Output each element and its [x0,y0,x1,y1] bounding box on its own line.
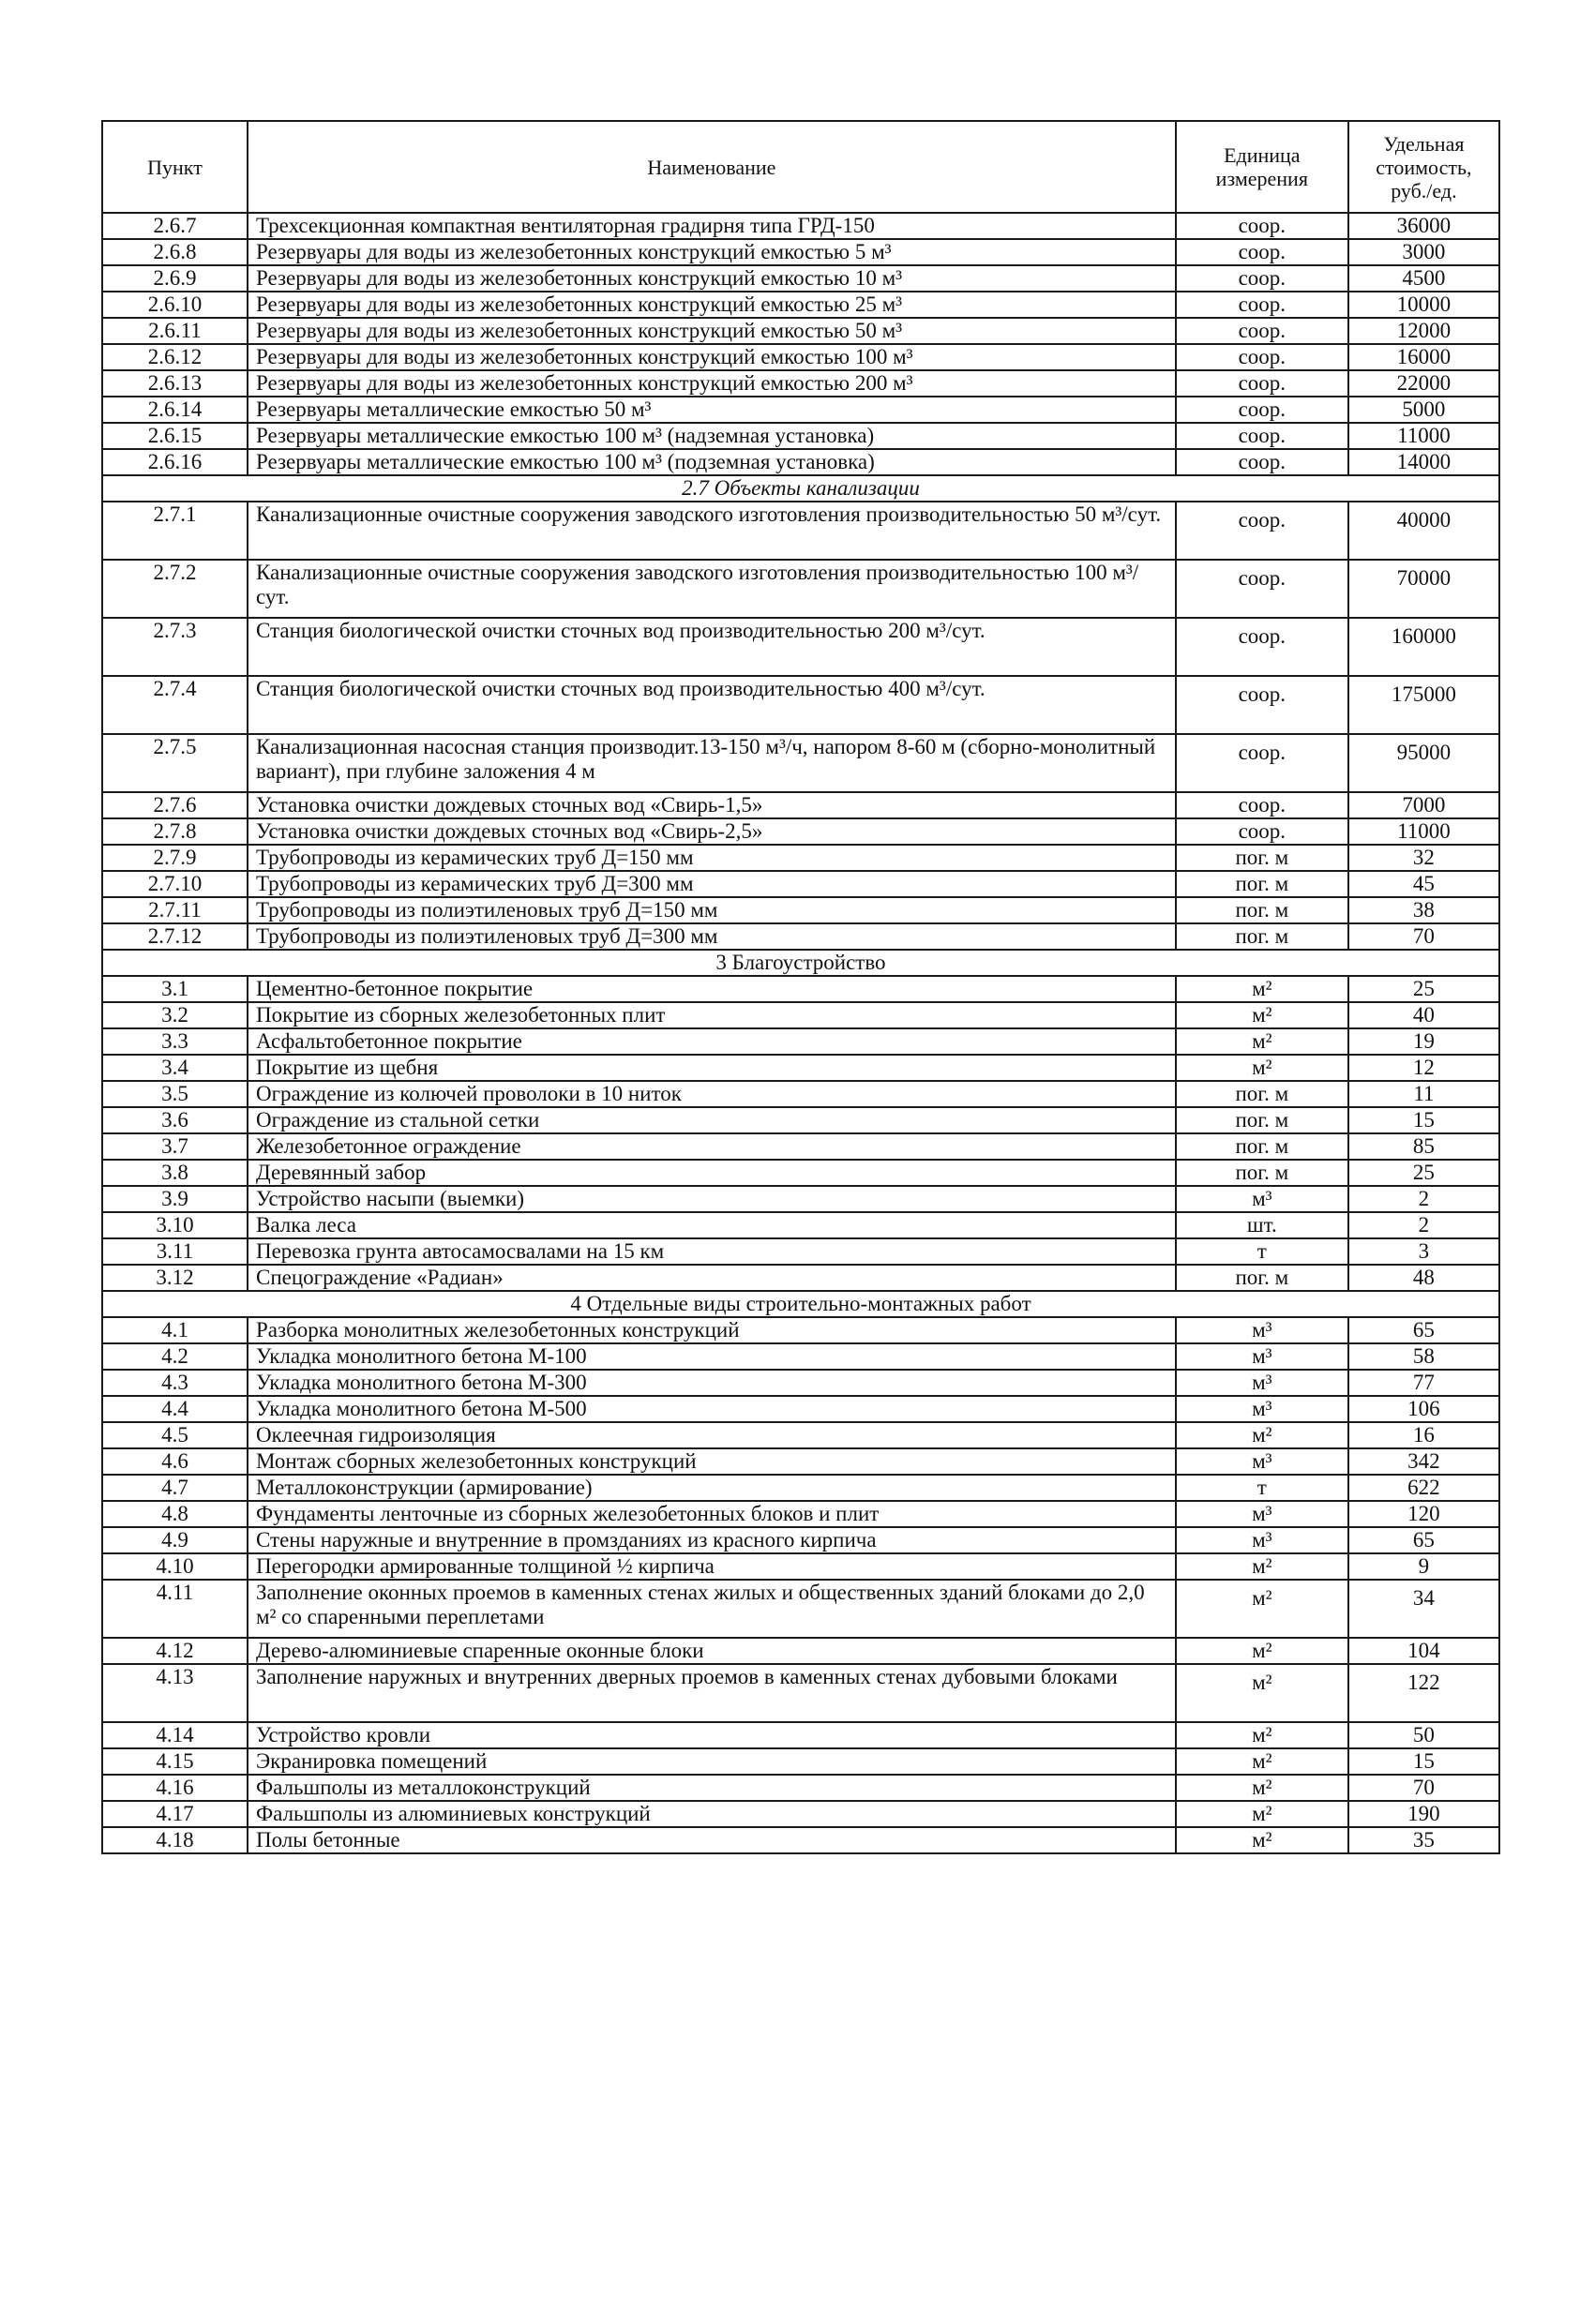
row-name: Дерево-алюминиевые спаренные оконные блоки [248,1638,1176,1664]
row-name: Резервуары для воды из железобетонных конструкций емкостью 100 м³ [248,344,1176,370]
row-unit: т [1176,1475,1348,1501]
row-name: Канализационные очистные сооружения заводского изготовления производительностью 100 м³/сут. [248,560,1176,618]
table-row [102,1133,1499,1160]
row-name: Укладка монолитного бетона М-300 [248,1370,1176,1396]
row-unit: т [1176,1238,1348,1265]
row-unit-cost: 70000 [1348,560,1499,618]
row-unit-cost: 36000 [1348,213,1499,239]
row-point-number: 3.12 [102,1265,248,1291]
section-title: 3 Благоустройство [102,950,1499,976]
row-point-number: 4.10 [102,1553,248,1580]
row-unit: соор. [1176,318,1348,344]
row-point-number: 4.12 [102,1638,248,1664]
header-unit: Единица измерения [1176,121,1348,213]
row-unit-cost: 40 [1348,1002,1499,1028]
row-unit: м² [1176,976,1348,1002]
row-unit: м² [1176,1580,1348,1638]
row-name: Резервуары для воды из железобетонных конструкций емкостью 25 м³ [248,292,1176,318]
row-name: Установка очистки дождевых сточных вод «Свирь-2,5» [248,818,1176,845]
row-unit-cost: 9 [1348,1553,1499,1580]
row-unit-cost: 2 [1348,1186,1499,1212]
table-body [102,213,1499,1853]
row-unit-cost: 15 [1348,1107,1499,1133]
section-header-row [102,950,1499,976]
row-unit: пог. м [1176,1133,1348,1160]
row-unit-cost: 120 [1348,1501,1499,1527]
section-header-row [102,1291,1499,1317]
row-name: Асфальтобетонное покрытие [248,1028,1176,1055]
row-point-number: 2.7.2 [102,560,248,618]
row-unit-cost: 50 [1348,1722,1499,1748]
row-name: Покрытие из щебня [248,1055,1176,1081]
table-row [102,1107,1499,1133]
table-row [102,423,1499,449]
row-point-number: 2.6.16 [102,449,248,475]
row-point-number: 2.6.15 [102,423,248,449]
row-unit-cost: 175000 [1348,676,1499,734]
table-row [102,1343,1499,1370]
row-unit: пог. м [1176,1081,1348,1107]
row-name: Станция биологической очистки сточных вод производительностью 400 м³/сут. [248,676,1176,734]
row-point-number: 4.14 [102,1722,248,1748]
table-row [102,265,1499,292]
row-unit-cost: 22000 [1348,370,1499,397]
row-unit: шт. [1176,1212,1348,1238]
table-row [102,1527,1499,1553]
row-unit: м³ [1176,1317,1348,1343]
row-unit: пог. м [1176,1160,1348,1186]
table-row [102,1396,1499,1422]
row-point-number: 2.6.12 [102,344,248,370]
row-point-number: 4.4 [102,1396,248,1422]
row-point-number: 2.7.3 [102,618,248,676]
table-row [102,1448,1499,1475]
row-unit-cost: 70 [1348,1775,1499,1801]
row-point-number: 2.7.1 [102,502,248,560]
row-unit-cost: 34 [1348,1580,1499,1638]
row-unit-cost: 5000 [1348,397,1499,423]
row-unit: пог. м [1176,871,1348,897]
table-row [102,1638,1499,1664]
row-name: Фундаменты ленточные из сборных железобетонных блоков и плит [248,1501,1176,1527]
table-row [102,449,1499,475]
row-name: Трехсекционная компактная вентиляторная градирня типа ГРД-150 [248,213,1176,239]
table-row [102,1775,1499,1801]
row-point-number: 3.3 [102,1028,248,1055]
row-unit: соор. [1176,734,1348,792]
table-row [102,239,1499,265]
row-name: Резервуары для воды из железобетонных конструкций емкостью 10 м³ [248,265,1176,292]
table-row [102,1580,1499,1638]
row-unit: соор. [1176,397,1348,423]
row-unit-cost: 19 [1348,1028,1499,1055]
row-unit: соор. [1176,618,1348,676]
row-point-number: 2.7.4 [102,676,248,734]
row-unit-cost: 25 [1348,1160,1499,1186]
row-unit: м³ [1176,1527,1348,1553]
table-row [102,818,1499,845]
row-unit-cost: 11000 [1348,818,1499,845]
section-title: 4 Отдельные виды строительно-монтажных работ [102,1291,1499,1317]
section-header-row [102,475,1499,502]
row-unit: м² [1176,1002,1348,1028]
row-name: Цементно-бетонное покрытие [248,976,1176,1002]
row-name: Резервуары для воды из железобетонных конструкций емкостью 50 м³ [248,318,1176,344]
table-row [102,370,1499,397]
row-unit: м³ [1176,1343,1348,1370]
row-name: Фальшполы из металлоконструкций [248,1775,1176,1801]
row-unit-cost: 48 [1348,1265,1499,1291]
row-name: Резервуары для воды из железобетонных конструкций емкостью 200 м³ [248,370,1176,397]
row-name: Канализационные очистные сооружения заводского изготовления производительностью 50 м³/сут. [248,502,1176,560]
table-row [102,1055,1499,1081]
table-row [102,734,1499,792]
row-point-number: 2.6.7 [102,213,248,239]
row-point-number: 2.7.12 [102,923,248,950]
table-row [102,318,1499,344]
row-unit-cost: 12 [1348,1055,1499,1081]
row-point-number: 3.10 [102,1212,248,1238]
row-name: Трубопроводы из керамических труб Д=150 мм [248,845,1176,871]
table-row [102,923,1499,950]
row-unit-cost: 15 [1348,1748,1499,1775]
price-table-page [101,120,1500,1854]
table-row [102,897,1499,923]
row-unit: м² [1176,1638,1348,1664]
row-name: Резервуары металлические емкостью 100 м³ (надземная установка) [248,423,1176,449]
row-name: Укладка монолитного бетона М-100 [248,1343,1176,1370]
row-unit-cost: 16 [1348,1422,1499,1448]
row-name: Ограждение из колючей проволоки в 10 ниток [248,1081,1176,1107]
section-title: 2.7 Объекты канализации [102,475,1499,502]
row-unit-cost: 32 [1348,845,1499,871]
row-name: Деревянный забор [248,1160,1176,1186]
row-unit: пог. м [1176,1265,1348,1291]
row-name: Монтаж сборных железобетонных конструкций [248,1448,1176,1475]
row-unit-cost: 11000 [1348,423,1499,449]
row-name: Экранировка помещений [248,1748,1176,1775]
row-unit: м² [1176,1055,1348,1081]
row-unit-cost: 38 [1348,897,1499,923]
table-row [102,1186,1499,1212]
row-name: Перевозка грунта автосамосвалами на 15 км [248,1238,1176,1265]
row-name: Заполнение наружных и внутренних дверных проемов в каменных стенах дубовыми блоками [248,1664,1176,1722]
row-name: Стены наружные и внутренние в промзданиях из красного кирпича [248,1527,1176,1553]
row-unit-cost: 16000 [1348,344,1499,370]
row-point-number: 2.6.10 [102,292,248,318]
row-point-number: 4.17 [102,1801,248,1827]
row-unit: соор. [1176,292,1348,318]
row-unit: м³ [1176,1396,1348,1422]
row-unit: соор. [1176,423,1348,449]
table-row [102,502,1499,560]
row-unit: соор. [1176,449,1348,475]
table-row [102,1212,1499,1238]
row-name: Устройство кровли [248,1722,1176,1748]
row-unit: соор. [1176,265,1348,292]
table-row [102,1801,1499,1827]
row-name: Резервуары для воды из железобетонных конструкций емкостью 5 м³ [248,239,1176,265]
row-unit-cost: 65 [1348,1527,1499,1553]
table-header-row [102,121,1499,213]
row-name: Полы бетонные [248,1827,1176,1853]
row-unit-cost: 622 [1348,1475,1499,1501]
row-point-number: 4.5 [102,1422,248,1448]
row-unit-cost: 2 [1348,1212,1499,1238]
row-name: Устройство насыпи (выемки) [248,1186,1176,1212]
header-cost: Удельная стоимость, руб./ед. [1348,121,1499,213]
table-row [102,618,1499,676]
row-unit-cost: 12000 [1348,318,1499,344]
table-row [102,1827,1499,1853]
table-row [102,1422,1499,1448]
row-unit-cost: 45 [1348,871,1499,897]
table-row [102,1475,1499,1501]
row-unit: пог. м [1176,897,1348,923]
row-unit-cost: 70 [1348,923,1499,950]
row-point-number: 4.15 [102,1748,248,1775]
header-name: Наименование [248,121,1176,213]
row-unit: м² [1176,1553,1348,1580]
table-row [102,1028,1499,1055]
row-unit-cost: 95000 [1348,734,1499,792]
row-unit-cost: 4500 [1348,265,1499,292]
row-unit: соор. [1176,502,1348,560]
row-unit: м³ [1176,1448,1348,1475]
row-point-number: 4.13 [102,1664,248,1722]
row-unit-cost: 14000 [1348,449,1499,475]
row-unit: м³ [1176,1370,1348,1396]
row-unit: пог. м [1176,845,1348,871]
row-point-number: 3.1 [102,976,248,1002]
table-row [102,1081,1499,1107]
row-name: Резервуары металлические емкостью 50 м³ [248,397,1176,423]
row-unit: соор. [1176,213,1348,239]
row-name: Станция биологической очистки сточных вод производительностью 200 м³/сут. [248,618,1176,676]
row-point-number: 4.18 [102,1827,248,1853]
row-name: Трубопроводы из полиэтиленовых труб Д=150 мм [248,897,1176,923]
table-row [102,976,1499,1002]
row-point-number: 4.11 [102,1580,248,1638]
row-point-number: 4.7 [102,1475,248,1501]
row-unit: соор. [1176,239,1348,265]
row-unit-cost: 7000 [1348,792,1499,818]
table-row [102,1002,1499,1028]
row-unit-cost: 3000 [1348,239,1499,265]
row-point-number: 2.7.8 [102,818,248,845]
table-row [102,213,1499,239]
row-unit: м² [1176,1722,1348,1748]
row-name: Резервуары металлические емкостью 100 м³ (подземная установка) [248,449,1176,475]
row-point-number: 3.8 [102,1160,248,1186]
row-point-number: 3.6 [102,1107,248,1133]
row-point-number: 4.16 [102,1775,248,1801]
row-name: Разборка монолитных железобетонных конструкций [248,1317,1176,1343]
row-point-number: 2.7.6 [102,792,248,818]
row-name: Покрытие из сборных железобетонных плит [248,1002,1176,1028]
table-row [102,1370,1499,1396]
row-unit: м² [1176,1664,1348,1722]
row-name: Заполнение оконных проемов в каменных стенах жилых и общественных зданий блоками до 2,0 м² со спаренными переплетами [248,1580,1176,1638]
table-row [102,292,1499,318]
row-unit-cost: 3 [1348,1238,1499,1265]
table-row [102,560,1499,618]
row-name: Металлоконструкции (армирование) [248,1475,1176,1501]
table-row [102,1664,1499,1722]
row-point-number: 3.4 [102,1055,248,1081]
row-name: Фальшполы из алюминиевых конструкций [248,1801,1176,1827]
row-point-number: 3.9 [102,1186,248,1212]
row-unit: м² [1176,1422,1348,1448]
header-point: Пункт [102,121,248,213]
table-row [102,1265,1499,1291]
row-point-number: 2.6.9 [102,265,248,292]
table-row [102,1748,1499,1775]
row-point-number: 2.6.13 [102,370,248,397]
row-point-number: 3.2 [102,1002,248,1028]
row-point-number: 2.7.11 [102,897,248,923]
table-row [102,1553,1499,1580]
row-name: Перегородки армированные толщиной ½ кирпича [248,1553,1176,1580]
row-unit: м² [1176,1775,1348,1801]
row-name: Ограждение из стальной сетки [248,1107,1176,1133]
row-name: Оклеечная гидроизоляция [248,1422,1176,1448]
row-unit: соор. [1176,560,1348,618]
row-unit-cost: 65 [1348,1317,1499,1343]
row-unit: пог. м [1176,1107,1348,1133]
row-unit-cost: 106 [1348,1396,1499,1422]
table-row [102,1501,1499,1527]
row-unit: м² [1176,1748,1348,1775]
row-unit-cost: 58 [1348,1343,1499,1370]
unit-cost-table [101,120,1500,1854]
row-point-number: 4.2 [102,1343,248,1370]
table-row [102,1317,1499,1343]
row-point-number: 2.6.14 [102,397,248,423]
row-unit: соор. [1176,370,1348,397]
row-unit-cost: 11 [1348,1081,1499,1107]
row-unit-cost: 104 [1348,1638,1499,1664]
row-point-number: 2.6.8 [102,239,248,265]
row-point-number: 2.7.9 [102,845,248,871]
row-name: Валка леса [248,1212,1176,1238]
row-unit: соор. [1176,676,1348,734]
table-row [102,845,1499,871]
table-row [102,1160,1499,1186]
row-point-number: 2.7.5 [102,734,248,792]
row-unit: м² [1176,1827,1348,1853]
row-name: Установка очистки дождевых сточных вод «Свирь-1,5» [248,792,1176,818]
row-unit-cost: 122 [1348,1664,1499,1722]
row-unit: м³ [1176,1186,1348,1212]
row-point-number: 4.6 [102,1448,248,1475]
row-point-number: 4.8 [102,1501,248,1527]
row-unit: соор. [1176,818,1348,845]
row-unit-cost: 35 [1348,1827,1499,1853]
table-row [102,676,1499,734]
row-point-number: 3.11 [102,1238,248,1265]
table-row [102,1722,1499,1748]
row-point-number: 4.3 [102,1370,248,1396]
row-unit: соор. [1176,792,1348,818]
row-name: Канализационная насосная станция производит.13-150 м³/ч, напором 8-60 м (сборно-монолитный вариант), при глубине заложения 4 м [248,734,1176,792]
row-name: Укладка монолитного бетона М-500 [248,1396,1176,1422]
row-point-number: 3.7 [102,1133,248,1160]
row-unit: соор. [1176,344,1348,370]
row-point-number: 4.9 [102,1527,248,1553]
row-point-number: 3.5 [102,1081,248,1107]
row-unit-cost: 77 [1348,1370,1499,1396]
row-unit-cost: 160000 [1348,618,1499,676]
row-unit-cost: 25 [1348,976,1499,1002]
row-unit: м³ [1176,1501,1348,1527]
table-row [102,792,1499,818]
row-unit-cost: 342 [1348,1448,1499,1475]
row-unit: пог. м [1176,923,1348,950]
row-unit-cost: 10000 [1348,292,1499,318]
row-unit-cost: 190 [1348,1801,1499,1827]
row-name: Трубопроводы из керамических труб Д=300 мм [248,871,1176,897]
row-unit: м² [1176,1028,1348,1055]
table-row [102,1238,1499,1265]
row-point-number: 2.6.11 [102,318,248,344]
row-name: Трубопроводы из полиэтиленовых труб Д=300 мм [248,923,1176,950]
row-point-number: 4.1 [102,1317,248,1343]
table-row [102,871,1499,897]
row-name: Спецограждение «Радиан» [248,1265,1176,1291]
row-unit-cost: 40000 [1348,502,1499,560]
table-row [102,344,1499,370]
row-unit: м² [1176,1801,1348,1827]
row-unit-cost: 85 [1348,1133,1499,1160]
table-row [102,397,1499,423]
row-point-number: 2.7.10 [102,871,248,897]
row-name: Железобетонное ограждение [248,1133,1176,1160]
